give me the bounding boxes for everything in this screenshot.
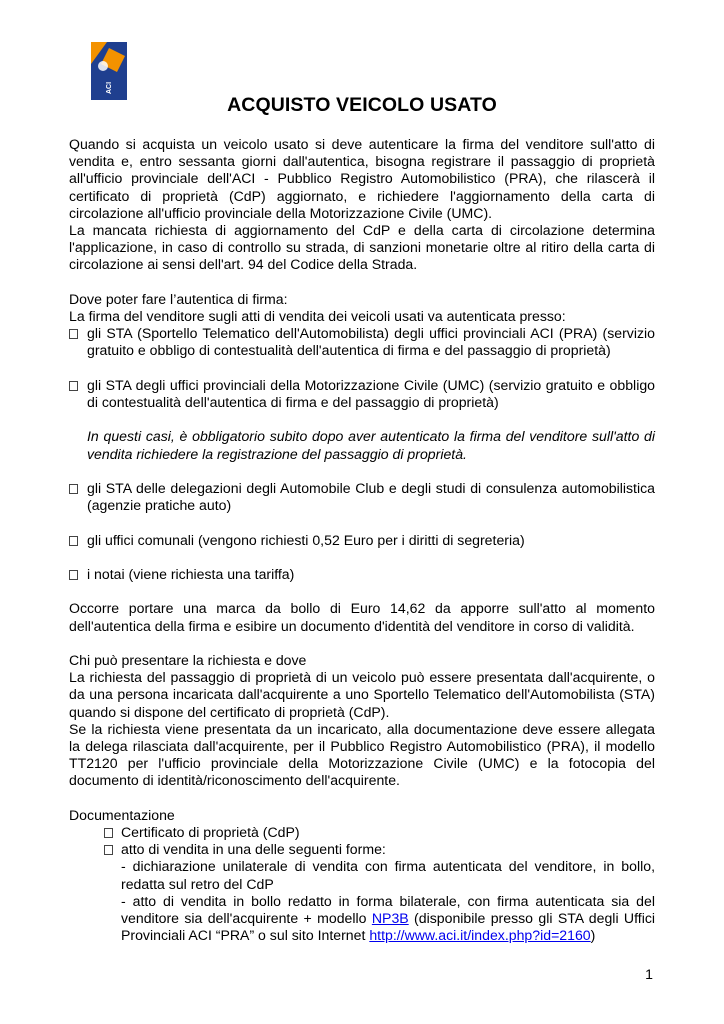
intro-paragraph-2: La mancata richiesta di aggiornamento del CdP e della carta di circolazione determina l'applicazione, in caso di controllo su strada, di sanzioni monetarie oltre al ritiro della carta di circolazione ai sensi dell'art. 94 del Codice della Strada. bbox=[69, 222, 655, 273]
bullet-text: gli STA delle delegazioni degli Automobile Club e degli studi di consulenza automobilistica (agenzie pratiche auto) bbox=[87, 480, 655, 514]
checkbox-bullet-icon bbox=[69, 329, 78, 339]
richiesta-heading: Chi può presentare la richiesta e dove bbox=[69, 651, 307, 668]
aci-website-link[interactable]: http://www.aci.it/index.php?id=2160 bbox=[369, 927, 591, 944]
bullet-text: gli uffici comunali (vengono richiesti 0,52 Euro per i diritti di segreteria) bbox=[87, 531, 525, 548]
page-title: ACQUISTO VEICOLO USATO bbox=[227, 94, 497, 116]
list-item bbox=[69, 566, 655, 583]
documentazione-heading: Documentazione bbox=[69, 806, 175, 823]
bullet-text: gli STA (Sportello Telematico dell'Automobilista) degli uffici provinciali ACI (PRA) (servizio gratuito e obbligo di contestualità dell'autentica di firma e del passaggio di proprietà) bbox=[87, 325, 655, 359]
list-item bbox=[69, 841, 655, 858]
aci-logo-icon bbox=[91, 42, 127, 100]
checkbox-bullet-icon bbox=[104, 845, 113, 855]
np3b-link[interactable]: NP3B bbox=[371, 910, 409, 926]
bullet-text: i notai (viene richiesta una tariffa) bbox=[87, 565, 295, 582]
doc-sub-2-text-a: - atto di vendita in bollo redatto in forma bilaterale, con firma autenticata sia del venditore sia dell'acquirente + modello bbox=[121, 892, 655, 926]
intro-paragraph-1: Quando si acquista un veicolo usato si deve autenticare la firma del venditore sull'atto di vendita e, entro sessanta giorni dall'autentica, bisogna registrare il passaggio di proprietà all'ufficio provinciale dell'ACI - Pubblico Registro Automobilistico (PRA), che rilascerà il certificato di proprietà (CdP) aggiornato, e richiedere l'aggiornamento della carta di circolazione all'ufficio provinciale della Motorizzazione Civile (UMC). bbox=[69, 136, 655, 221]
doc-sub-1: - dichiarazione unilaterale di vendita con firma autenticata del venditore, in bollo, redatta sul retro del CdP bbox=[121, 858, 655, 892]
logo-text: ACI bbox=[106, 81, 113, 94]
doc-sub-2 bbox=[69, 893, 655, 945]
bullet-text: gli STA degli uffici provinciali della Motorizzazione Civile (UMC) (servizio gratuito e obbligo di contestualità dell'autentica di firma e del passaggio di proprietà) bbox=[87, 376, 655, 411]
aci-logo bbox=[91, 42, 127, 100]
doc-item-text: atto di vendita in una delle seguenti forme: bbox=[121, 841, 386, 858]
richiesta-paragraph-1: La richiesta del passaggio di proprietà di un veicolo può essere presentata dall'acquirente, o da una persona incaricata dall'acquirente a uno Sportello Telematico dell'Automobilista (STA) quando si dispone del certificato di proprietà (CdP). bbox=[69, 669, 655, 720]
autentica-heading: Dove poter fare l’autentica di firma: bbox=[69, 290, 288, 307]
checkbox-bullet-icon bbox=[69, 484, 78, 494]
doc-sub-2-text-c: ) bbox=[590, 927, 596, 944]
list-item bbox=[69, 532, 655, 549]
checkbox-bullet-icon bbox=[69, 536, 78, 546]
bollo-paragraph: Occorre portare una marca da bollo di Euro 14,62 da apporre sull'atto al momento dell'autentica della firma e esibire un documento d'identità del venditore in corso di validità. bbox=[69, 600, 655, 634]
list-item bbox=[69, 480, 655, 514]
italic-note: In questi casi, è obbligatorio subito dopo aver autenticato la firma del venditore sull'atto di vendita richiedere la registrazione del passaggio di proprietà. bbox=[87, 428, 655, 462]
autentica-lead: La firma del venditore sugli atti di vendita dei veicoli usati va autenticata presso: bbox=[69, 308, 566, 325]
list-item bbox=[69, 325, 655, 359]
checkbox-bullet-icon bbox=[69, 570, 78, 580]
list-item bbox=[69, 377, 655, 411]
page-number: 1 bbox=[645, 966, 653, 982]
richiesta-paragraph-2: Se la richiesta viene presentata da un incaricato, alla documentazione deve essere allegata la delega rilasciata dall'acquirente, per il Pubblico Registro Automobilistico (PRA), il modello TT2120 per l'ufficio provinciale della Motorizzazione Civile (UMC) e la fotocopia del documento di identità/riconoscimento dell'acquirente. bbox=[69, 720, 655, 789]
doc-sub-2-text-b: (disponibile presso gli STA degli Uffici Provinciali ACI “PRA” o sul sito Internet bbox=[121, 910, 655, 944]
checkbox-bullet-icon bbox=[104, 828, 113, 838]
checkbox-bullet-icon bbox=[69, 381, 78, 391]
list-item bbox=[69, 824, 655, 841]
doc-item-text: Certificato di proprietà (CdP) bbox=[121, 823, 300, 840]
document-body bbox=[69, 136, 655, 944]
